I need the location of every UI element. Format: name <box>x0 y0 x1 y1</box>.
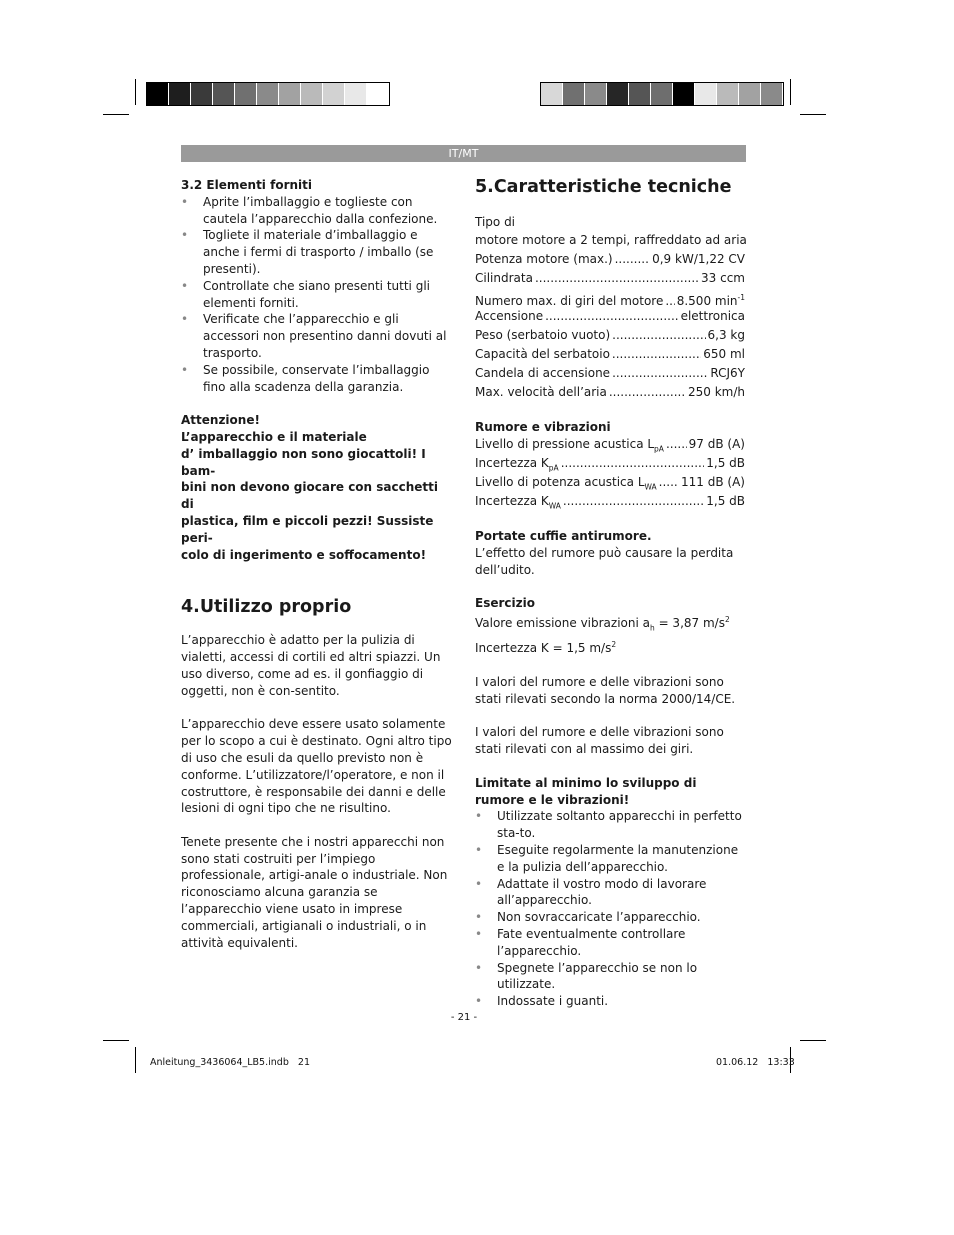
limit-noise-item: • Eseguite regolarmente la manutenzione e la pulizia dell’apparecchio. <box>475 842 747 876</box>
spec-value: 8.500 $\min^{-1}$ <box>676 292 745 308</box>
ear-protection-title: Portate cuffie antirumore. <box>475 529 652 544</box>
crop-mark <box>103 114 129 115</box>
supplied-item: • Aprite l’imballaggio e toglieste con cautela l’apparecchio dalla confezione. <box>181 194 453 228</box>
operation-title: Esercizio <box>475 596 535 611</box>
noise-row <box>475 473 745 492</box>
technical-specs-list <box>475 231 747 402</box>
leader-dots <box>535 269 699 288</box>
spec-label: Candela di accensione <box>475 365 611 380</box>
spec-label: Potenza motore (max.) <box>475 251 613 266</box>
crop-mark <box>135 79 136 105</box>
spec-row <box>475 269 745 288</box>
spec-row <box>475 326 745 345</box>
spec-row <box>475 288 745 307</box>
color-swatch <box>147 83 169 105</box>
color-swatch <box>563 83 585 105</box>
crop-mark <box>790 79 791 105</box>
spec-value: motore a 2 tempi, raffreddato ad aria <box>522 232 747 247</box>
ear-protection-text: L’effetto del rumore può causare la perdita dell’udito. <box>475 545 734 577</box>
color-swatch <box>739 83 761 105</box>
color-swatch <box>585 83 607 105</box>
intended-use-paragraph: Tenete presente che i nostri apparecchi non sono stati costruiti per l’impiego professionale, artigi-anale o industriale. Non riconosciamo alcuna garanzia se l’apparecchio viene usato in imprese commerciali, artigianali o industriali, o in attività equivalenti. <box>181 834 448 950</box>
leader-dots <box>612 326 705 345</box>
limit-noise-item: • Adattate il vostro modo di lavorare all’apparecchio. <box>475 876 747 910</box>
spec-value: 1,5 dB <box>706 456 745 471</box>
section-5-title: 5.Caratteristiche tecniche <box>475 177 732 197</box>
limit-noise-item: • Spegnete l’apparecchio se non lo utilizzate. <box>475 960 747 994</box>
spec-label: Cilindrata <box>475 270 533 285</box>
crop-mark <box>800 114 826 115</box>
color-swatch <box>541 83 563 105</box>
leader-dots <box>609 383 686 402</box>
color-calibration-bar-left <box>146 82 390 106</box>
limit-noise-item: • Indossate i guanti. <box>475 993 747 1010</box>
limit-noise-item: • Utilizzate soltanto apparecchi in perfetto sta-to. <box>475 808 747 842</box>
limit-noise-item: • Fate eventualmente controllare l’apparecchio. <box>475 926 747 960</box>
spec-value: 250 km/h <box>687 384 745 399</box>
noise-specs-list <box>475 435 747 511</box>
color-swatch <box>367 83 389 105</box>
color-swatch <box>651 83 673 105</box>
color-swatch <box>213 83 235 105</box>
spec-value: 97 dB (A) <box>688 437 745 452</box>
warning-text: Attenzione! L’apparecchio e il materiale d’ imballaggio non sono giocattoli! I bam- bini non devono giocare con sacchetti di plastica, film e piccoli pezzi! Sussiste peri- colo di ingerimento e soffocamento! <box>181 413 439 562</box>
vibration-value: Valore emissione vibrazioni $a_h = 3,87$ $m/s^2$ <box>475 615 730 633</box>
spec-value: RCJ6Y <box>710 365 745 380</box>
spec-row <box>475 364 745 383</box>
supplied-item: • Se possibile, conservate l’imballaggio fino alla scadenza della garanzia. <box>181 362 453 396</box>
noise-row <box>475 492 745 511</box>
color-swatch <box>279 83 301 105</box>
spec-value: elettronica <box>680 308 745 323</box>
spec-label: Capacità del serbatoio <box>475 346 610 361</box>
color-swatch <box>169 83 191 105</box>
color-calibration-bar-right <box>540 82 784 106</box>
leader-dots <box>615 250 651 269</box>
spec-label: Livello di pressione acustica $L_{pA}$ <box>475 437 664 454</box>
supplied-items-list <box>181 194 453 396</box>
intended-use-paragraphs <box>181 632 453 951</box>
measurement-note-2: I valori del rumore e delle vibrazioni sono stati rilevati con al massimo dei giri. <box>475 725 724 757</box>
leader-dots <box>612 364 708 383</box>
color-swatch <box>257 83 279 105</box>
print-date: 01.06.12 13:33 <box>716 1057 795 1068</box>
crop-mark <box>103 1040 129 1041</box>
leader-dots <box>545 307 678 326</box>
spec-label: Accensione <box>475 308 544 323</box>
spec-row <box>475 250 745 269</box>
vibration-uncertainty: Incertezza K = 1,5 $m/s^2$ <box>475 640 617 656</box>
left-column <box>181 177 453 951</box>
intended-use-paragraph: L’apparecchio è adatto per la pulizia di vialetti, accessi di cortili ed altri spiazzi. Un uso diverso, come ad es. il gonfiaggio di oggetti, non è con-sentito. <box>181 633 441 698</box>
spec-value: 111 dB (A) <box>681 475 745 490</box>
spec-label: motore <box>475 232 519 247</box>
language-code: IT/MT <box>448 147 479 160</box>
color-swatch <box>235 83 257 105</box>
limit-noise-title: Limitate al minimo lo sviluppo di rumore e le vibrazioni! <box>475 775 697 807</box>
spec-row <box>475 345 745 364</box>
crop-mark <box>800 1040 826 1041</box>
color-swatch <box>629 83 651 105</box>
leader-dots <box>659 473 679 492</box>
spec-value: 0,9 kW/1,22 CV <box>652 251 745 266</box>
measurement-note-1: I valori del rumore e delle vibrazioni sono stati rilevati secondo la norma 2000/14/CE. <box>475 674 736 706</box>
spec-label: Max. velocità dell’aria <box>475 384 607 399</box>
spec-label: Peso (serbatoio vuoto) <box>475 327 611 342</box>
limit-noise-list <box>475 808 747 1010</box>
color-swatch <box>345 83 367 105</box>
color-swatch <box>301 83 323 105</box>
color-swatch <box>673 83 695 105</box>
color-swatch <box>761 83 783 105</box>
spec-label: Numero max. di giri del motore <box>475 293 664 308</box>
color-swatch <box>717 83 739 105</box>
color-swatch <box>323 83 345 105</box>
leader-dots <box>666 435 687 454</box>
noise-title: Rumore e vibrazioni <box>475 419 611 434</box>
crop-mark <box>135 1047 136 1073</box>
limit-noise-item: • Non sovraccaricate l’apparecchio. <box>475 909 747 926</box>
supplied-item: • Togliete il materiale d’imballaggio e anche i fermi di trasporto / imballo (se presenti). <box>181 227 453 277</box>
section-4-title: 4.Utilizzo proprio <box>181 597 352 618</box>
spec-value: 1,5 dB <box>706 494 745 509</box>
spec-row <box>475 383 745 402</box>
spec-value: 650 ml <box>703 346 745 361</box>
spec-label: Incertezza $K_{WA}$ <box>475 494 561 511</box>
page-number: - 21 - <box>450 1012 478 1023</box>
spec-value: 33 ccm <box>701 270 745 285</box>
leader-dots <box>561 454 705 473</box>
color-swatch <box>695 83 717 105</box>
spec-row <box>475 231 745 250</box>
supplied-item: • Verificate che l’apparecchio e gli accessori non presentino danni dovuti al trasporto. <box>181 311 453 361</box>
spec-label: Incertezza $K_{pA}$ <box>475 456 559 473</box>
leader-dots <box>563 492 704 511</box>
file-name: Anleitung_3436064_LB5.indb 21 <box>150 1057 310 1068</box>
color-swatch <box>191 83 213 105</box>
color-swatch <box>607 83 629 105</box>
supplied-item: • Controllate che siano presenti tutti gli elementi forniti. <box>181 278 453 312</box>
spec-value: 6,3 kg <box>707 327 745 342</box>
noise-row <box>475 435 745 454</box>
section-3-2-title: 3.2 Elementi forniti <box>181 178 312 192</box>
leader-dots <box>612 345 701 364</box>
language-bar <box>181 145 746 162</box>
intended-use-paragraph: L’apparecchio deve essere usato solamente per lo scopo a cui è destinato. Ogni altro tipo di uso che esuli da quello previsto non è conforme. L’utilizzatore/l’operatore, e non il costruttore, è responsabile dei danni e delle lesioni di ogni tipo che ne risultino. <box>181 717 452 816</box>
spec-type-label: Tipo di <box>475 215 516 229</box>
spec-label: Livello di potenza acustica $L_{WA}$ <box>475 475 657 492</box>
spec-row <box>475 307 745 326</box>
noise-row <box>475 454 745 473</box>
right-column <box>475 176 747 1010</box>
